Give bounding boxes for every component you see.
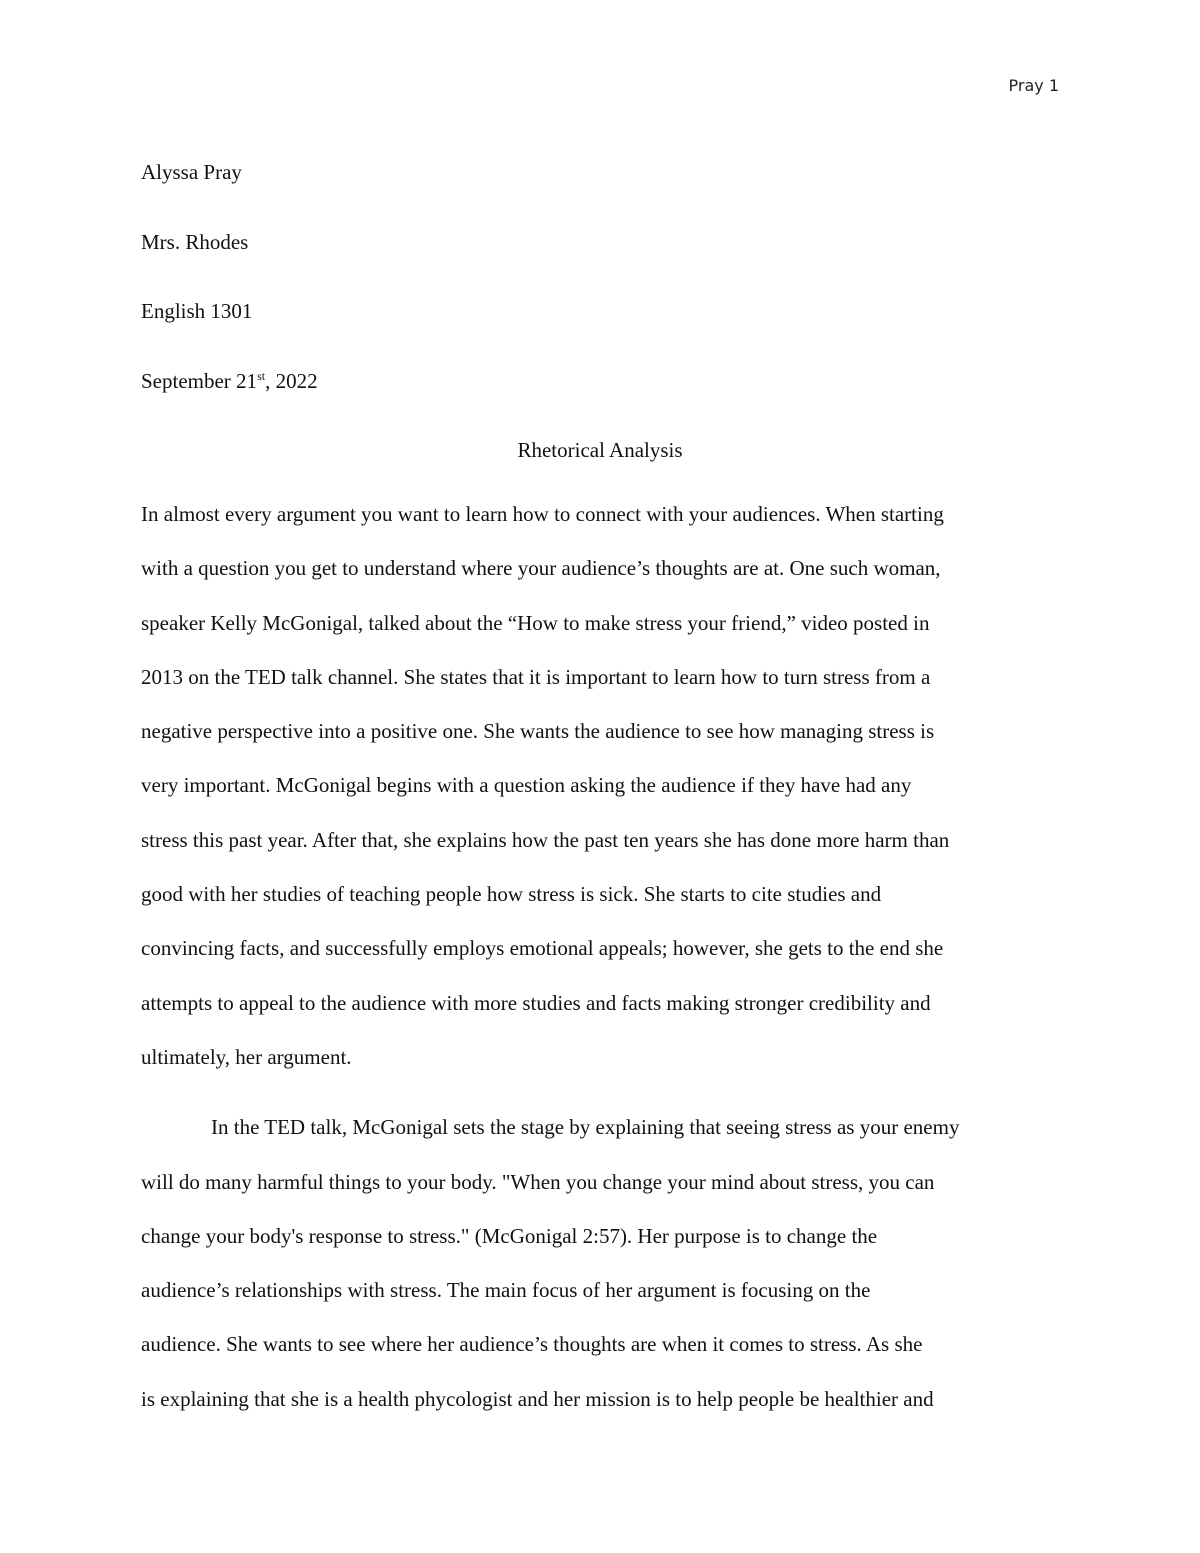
date-prefix: September 21 — [141, 368, 258, 393]
text-line: very important. McGonigal begins with a question asking the audience if they have had any — [141, 773, 912, 798]
page-number-header: Pray 1 — [1008, 76, 1059, 95]
text-line: In almost every argument you want to learn how to connect with your audiences. When starting — [141, 502, 944, 526]
text-line: attempts to appeal to the audience with more studies and facts making stronger credibility and — [141, 990, 931, 1015]
text-line: change your body's response to stress." (McGonigal 2:57). Her purpose is to change the — [141, 1223, 878, 1248]
text-line: stress this past year. After that, she explains how the past ten years she has done more harm than — [141, 827, 950, 852]
text-line: good with her studies of teaching people how stress is sick. She starts to cite studies and — [141, 882, 882, 907]
date-line — [141, 347, 1059, 417]
text-line: convincing facts, and successfully employs emotional appeals; however, she gets to the end she — [141, 936, 944, 961]
text-line: ultimately, her argument. — [141, 1044, 352, 1069]
running-header — [1009, 74, 1059, 98]
date-superscript: st — [257, 368, 266, 383]
text-line: will do many harmful things to your body. "When you change your mind about stress, you can — [141, 1169, 935, 1194]
document-title: Rhetorical Analysis — [517, 438, 683, 462]
text-line: In the TED talk, McGonigal sets the stage by explaining that seeing stress as your enemy — [211, 1115, 960, 1140]
text-line: with a question you get to understand where your audience’s thoughts are at. One such woman, — [141, 556, 941, 581]
text-line: audience’s relationships with stress. The main focus of her argument is focusing on the — [141, 1278, 871, 1303]
paragraph-1 — [141, 487, 1059, 1084]
text-line: speaker Kelly McGonigal, talked about the “How to make stress your friend,” video posted in — [141, 610, 930, 635]
instructor-name: Mrs. Rhodes — [141, 229, 249, 254]
course-name: English 1301 — [141, 299, 253, 323]
text-line: 2013 on the TED talk channel. She states that it is important to learn how to turn stress from a — [141, 664, 931, 689]
text-line: is explaining that she is a health phycologist and her mission is to help people be healthier and — [141, 1386, 934, 1411]
essay-body — [141, 487, 1059, 1426]
text-line: audience. She wants to see where her audience’s thoughts are when it comes to stress. As she — [141, 1332, 923, 1357]
mla-heading — [141, 138, 1059, 486]
date-suffix: , 2022 — [265, 368, 318, 393]
student-name: Alyssa Pray — [141, 160, 242, 184]
text-line: negative perspective into a positive one. She wants the audience to see how managing stress is — [141, 719, 935, 744]
paragraph-2 — [141, 1100, 1059, 1426]
